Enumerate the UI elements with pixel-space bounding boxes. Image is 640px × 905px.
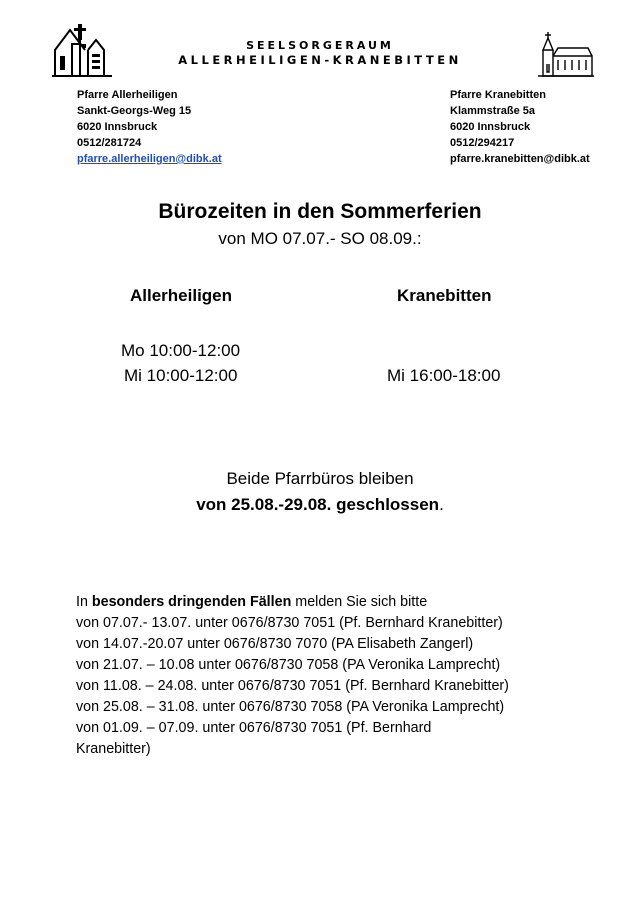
allerheiligen-hours — [121, 338, 240, 388]
parish-city: 6020 Innsbruck — [77, 121, 158, 133]
parish-name: Pfarre Kranebitten — [450, 89, 546, 101]
hours-line: Mi 10:00-12:00 — [124, 366, 238, 385]
emergency-row: von 14.07.-20.07 unter 0676/8730 7070 (PA Elisabeth Zangerl) — [76, 636, 474, 652]
emergency-contacts — [76, 592, 509, 760]
kranebitten-heading: Kranebitten — [397, 286, 492, 305]
parish-allerheiligen-address — [77, 87, 222, 167]
parish-name: Pfarre Allerheiligen — [77, 89, 178, 101]
closure-dates: von 25.08.-29.08. geschlossen — [196, 495, 440, 514]
page-subtitle: von MO 07.07.- SO 08.09.: — [218, 229, 422, 248]
page-title: Bürozeiten in den Sommerferien — [158, 200, 482, 223]
emergency-row: von 01.09. – 07.09. unter 0676/8730 7051 (Pf. Bernhard — [76, 720, 432, 736]
parish-email: pfarre.kranebitten@dibk.at — [450, 153, 590, 165]
emergency-intro: In besonders dringenden Fällen melden Sie sich bitte — [76, 594, 428, 610]
parish-email-link[interactable]: pfarre.allerheiligen@dibk.at — [77, 153, 222, 165]
kranebitten-church-icon — [538, 30, 594, 78]
emergency-intro-bold: besonders dringenden Fällen — [91, 594, 292, 610]
emergency-row: Kranebitter) — [76, 741, 151, 757]
parish-kranebitten-address — [450, 87, 590, 167]
allerheiligen-heading: Allerheiligen — [130, 286, 233, 305]
header-line-1: SEELSORGERAUM — [246, 39, 394, 52]
closure-line-1: Beide Pfarrbüros bleiben — [226, 469, 414, 488]
header-line-2: ALLERHEILIGEN-KRANEBITTEN — [178, 53, 462, 67]
emergency-row: von 25.08. – 31.08. unter 0676/8730 7058 (PA Veronika Lamprecht) — [76, 699, 505, 715]
parish-street: Klammstraße 5a — [450, 105, 535, 117]
closure-notice — [0, 466, 640, 518]
parish-phone: 0512/294217 — [450, 137, 515, 149]
parish-city: 6020 Innsbruck — [450, 121, 531, 133]
parish-phone: 0512/281724 — [77, 137, 142, 149]
closure-line-2 — [0, 492, 640, 518]
hours-line: Mi 16:00-18:00 — [387, 366, 501, 385]
emergency-row: von 21.07. – 10.08 unter 0676/8730 7058 (PA Veronika Lamprecht) — [76, 657, 501, 673]
hours-line: Mo 10:00-12:00 — [121, 341, 241, 360]
parish-street: Sankt-Georgs-Weg 15 — [77, 105, 192, 117]
kranebitten-hours — [387, 363, 500, 388]
emergency-row: von 07.07.- 13.07. unter 0676/8730 7051 (Pf. Bernhard Kranebitter) — [76, 615, 503, 631]
closure-tail: . — [439, 495, 444, 514]
emergency-row: von 11.08. – 24.08. unter 0676/8730 7051 (Pf. Bernhard Kranebitter) — [76, 678, 509, 694]
